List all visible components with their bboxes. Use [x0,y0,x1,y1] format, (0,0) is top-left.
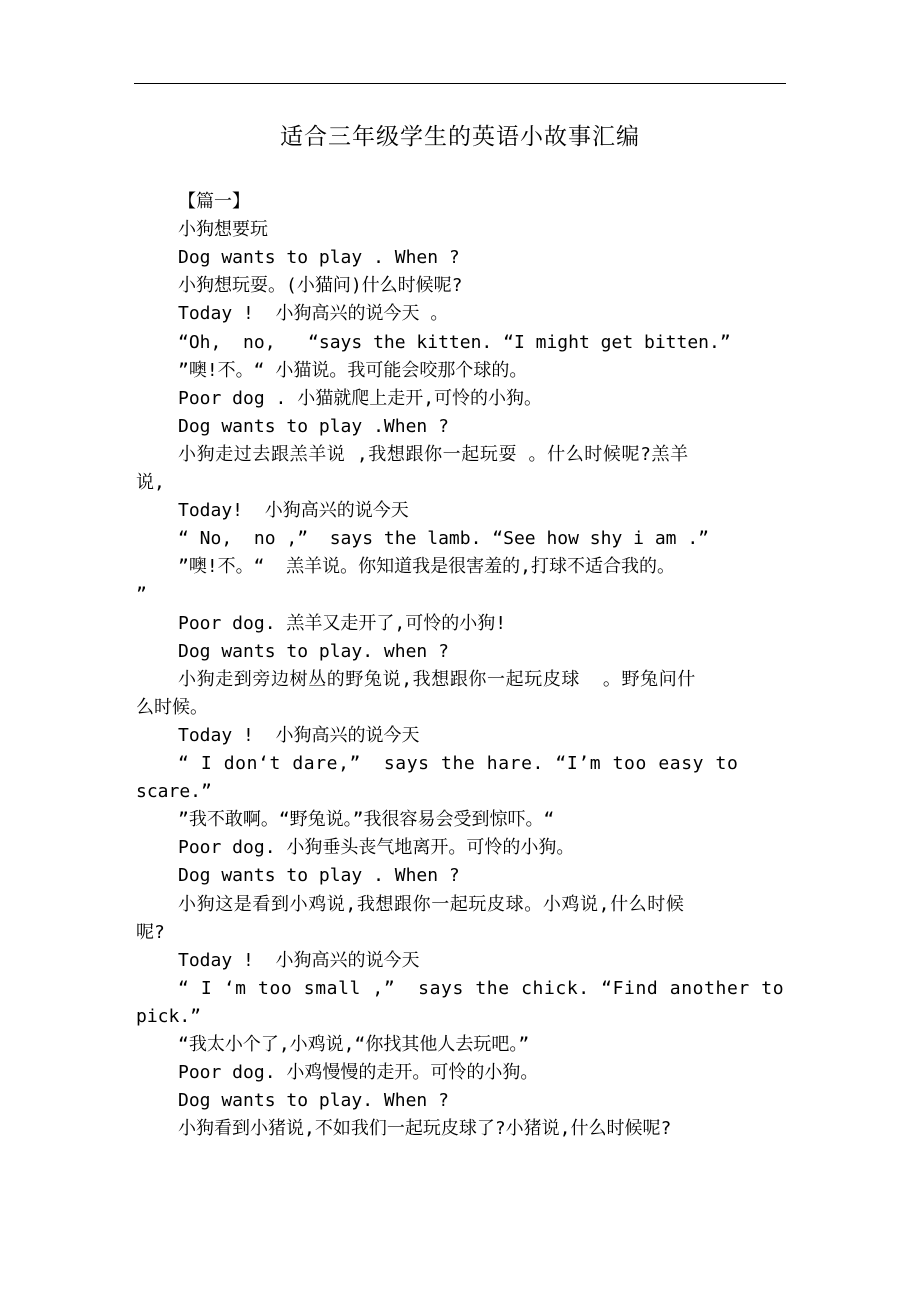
page-title: 适合三年级学生的英语小故事汇编 [280,124,640,150]
text-line: Dog wants to play . When ? [178,865,460,887]
text-line: 小狗想要玩 [178,219,268,241]
text-line: pick.” [136,1005,202,1027]
text-line: 小狗走到旁边树丛的野兔说,我想跟你一起玩皮球 。野兔问什 [178,668,696,690]
text-line: Poor dog. 小鸡慢慢的走开。可怜的小狗。 [178,1062,539,1084]
text-line: 呢? [136,921,165,943]
text-line: Dog wants to play. When ? [178,1090,449,1112]
text-line: 【篇一】 [178,191,250,212]
text-line: 小狗想玩耍。(小猫问)什么时候呢? [178,275,463,297]
text-line: Today! 小狗高兴的说今天 [178,500,409,522]
text-line: 小狗这是看到小鸡说,我想跟你一起玩皮球。小鸡说,什么时候 [178,893,685,915]
text-line: scare.” [136,781,212,803]
text-line: Today ! 小狗高兴的说今天 [178,949,420,971]
text-line: “ I ‘m too small ,” says the chick. “Find another to [178,977,785,999]
text-line: 小狗走过去跟羔羊说 ,我想跟你一起玩耍 。什么时候呢?羔羊 [178,443,689,465]
header-rule [134,83,786,84]
text-line: Poor dog. 小狗垂头丧气地离开。可怜的小狗。 [178,837,575,859]
text-line: 么时候。 [136,696,208,718]
text-line: Dog wants to play. when ? [178,640,449,662]
text-line: ”噢!不。“ 小猫说。我可能会咬那个球的。 [178,359,528,381]
text-line: ”噢!不。“ 羔羊说。你知道我是很害羞的,打球不适合我的。 [178,556,676,578]
text-line: Dog wants to play .When ? [178,415,449,437]
text-line: Poor dog . 小猫就爬上走开,可怜的小狗。 [178,387,543,409]
text-line: “ I don‘t dare,” says the hare. “I’m too easy to [178,753,739,774]
text-line: ” [136,584,147,606]
text-line: “我太小个了,小鸡说,“你找其他人去玩吧。” [178,1034,530,1055]
text-line: Poor dog. 羔羊又走开了,可怜的小狗! [178,612,507,634]
text-line: 说, [136,472,165,493]
text-line: “Oh, no, “says the kitten. “I might get bitten.” [178,331,731,353]
text-line: Today ! 小狗高兴的说今天 [178,724,420,746]
text-line: 小狗看到小猪说,不如我们一起玩皮球了?小猪说,什么时候呢? [178,1118,672,1140]
text-line: Dog wants to play . When ? [178,247,460,269]
text-line: ”我不敢啊。“野兔说。”我很容易会受到惊吓。“ [178,809,555,831]
text-line: “ No, no ,” says the lamb. “See how shy i am .” [178,528,710,550]
text-line: Today ! 小狗高兴的说今天 。 [178,303,449,325]
